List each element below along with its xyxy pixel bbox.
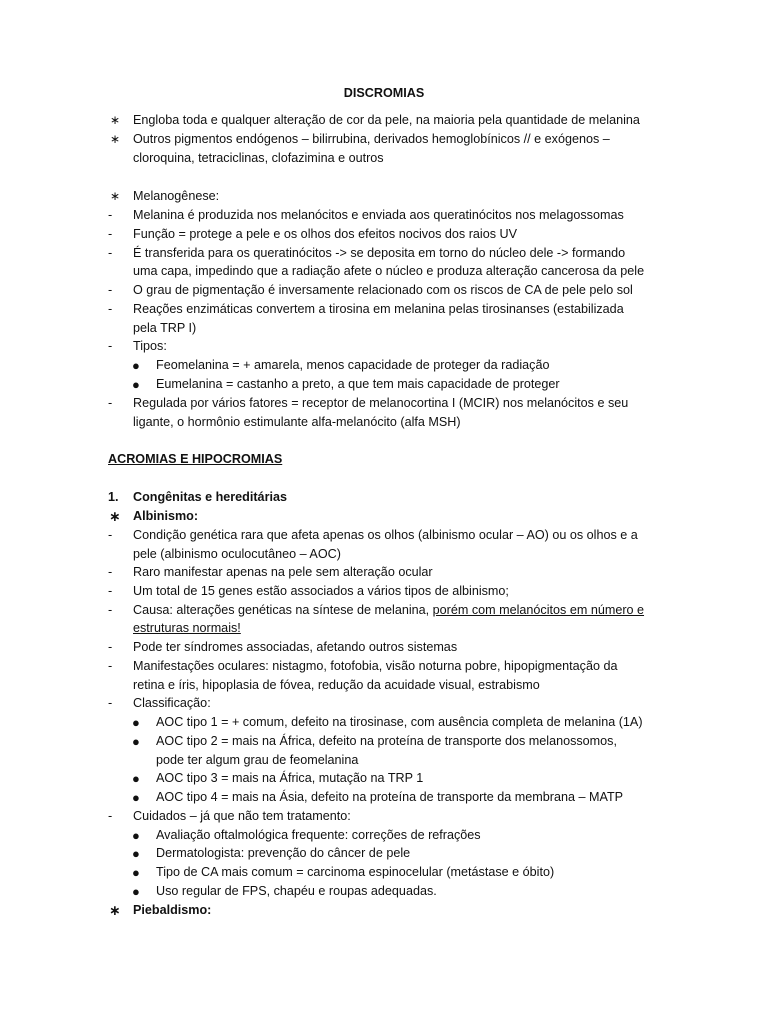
list-item — [0, 394, 768, 413]
sub-list-item — [0, 732, 768, 751]
sub-list-item-continuation — [0, 751, 768, 770]
sub-list-item — [0, 356, 768, 375]
list-item — [0, 111, 768, 130]
list-item-text: O grau de pigmentação é inversamente relacionado com os riscos de CA de pele pelo sol — [133, 283, 633, 297]
round-bullet-icon: ● — [132, 734, 140, 749]
list-item-text: pela TRP I) — [133, 321, 197, 335]
list-item — [0, 206, 768, 225]
round-bullet-icon: ● — [132, 358, 140, 373]
dash-bullet-icon: - — [108, 584, 113, 598]
round-bullet-icon: ● — [132, 865, 140, 880]
dash-bullet-icon: - — [108, 246, 113, 260]
list-item-text: Outros pigmentos endógenos – bilirrubina, derivados hemoglobínicos // e exógenos – — [133, 132, 610, 146]
sub-list-item — [0, 863, 768, 882]
star-bullet-icon: ∗ — [109, 508, 121, 524]
list-item-text: Função = protege a pele e os olhos dos efeitos nocivos dos raios UV — [133, 227, 517, 241]
round-bullet-icon: ● — [132, 771, 140, 786]
list-item — [0, 130, 768, 149]
list-item-text: Classificação: — [133, 696, 211, 710]
list-number: 1. — [108, 490, 119, 504]
dash-bullet-icon: - — [108, 696, 113, 710]
list-item — [0, 563, 768, 582]
star-bullet-icon: ∗ — [110, 189, 121, 203]
dash-bullet-icon: - — [108, 603, 113, 617]
list-item-text: Avaliação oftalmológica frequente: correções de refrações — [156, 828, 481, 842]
round-bullet-icon: ● — [132, 846, 140, 861]
list-item — [0, 507, 768, 526]
list-item-text: Tipos: — [133, 339, 167, 353]
list-item-text: Um total de 15 genes estão associados a vários tipos de albinismo; — [133, 584, 509, 598]
section-subheading: Albinismo: — [133, 509, 199, 523]
list-item-continuation — [0, 545, 768, 564]
dash-bullet-icon: - — [108, 659, 113, 673]
list-item-text: AOC tipo 4 = mais na Ásia, defeito na proteína de transporte da membrana – MATP — [156, 790, 624, 804]
list-item — [0, 300, 768, 319]
round-bullet-icon: ● — [132, 884, 140, 899]
list-item-text: Feomelanina = + amarela, menos capacidade de proteger da radiação — [156, 358, 550, 372]
round-bullet-icon: ● — [132, 377, 140, 392]
dash-bullet-icon: - — [108, 208, 113, 222]
list-item — [0, 281, 768, 300]
round-bullet-icon: ● — [132, 790, 140, 805]
list-item — [0, 337, 768, 356]
underlined-emphasis: porém com melanócitos em número e — [432, 603, 645, 617]
list-item — [0, 807, 768, 826]
sub-list-item — [0, 882, 768, 901]
list-item-text: Tipo de CA mais comum = carcinoma espinocelular (metástase e óbito) — [156, 865, 555, 879]
list-item — [0, 657, 768, 676]
round-bullet-icon: ● — [132, 828, 140, 843]
dash-bullet-icon: - — [108, 339, 113, 353]
star-bullet-icon: ∗ — [109, 902, 121, 918]
list-item — [0, 901, 768, 920]
list-item-text — [133, 601, 644, 620]
sub-list-item — [0, 713, 768, 732]
list-item-text: pode ter algum grau de feomelanina — [156, 753, 359, 767]
list-item-continuation — [0, 149, 768, 168]
list-item-text: Cuidados – já que não tem tratamento: — [133, 809, 351, 823]
list-item-text: Dermatologista: prevenção do câncer de pele — [156, 846, 411, 860]
list-item-text: Pode ter síndromes associadas, afetando outros sistemas — [133, 640, 458, 654]
list-item-text: AOC tipo 2 = mais na África, defeito na proteína de transporte dos melanossomos, — [156, 734, 617, 748]
sub-list-item — [0, 826, 768, 845]
dash-bullet-icon: - — [108, 809, 113, 823]
list-item-continuation — [0, 262, 768, 281]
sub-list-item — [0, 788, 768, 807]
round-bullet-icon: ● — [132, 715, 140, 730]
star-bullet-icon: ∗ — [110, 113, 121, 127]
list-item — [0, 694, 768, 713]
list-item-text: Eumelanina = castanho a preto, a que tem mais capacidade de proteger — [156, 377, 560, 391]
cause-text: Causa: alterações genéticas na síntese de melanina, — [133, 603, 433, 617]
dash-bullet-icon: - — [108, 528, 113, 542]
list-item-text: cloroquina, tetraciclinas, clofazimina e outros — [133, 151, 384, 165]
list-item — [0, 638, 768, 657]
list-item-text: Manifestações oculares: nistagmo, fotofobia, visão noturna pobre, hipopigmentação da — [133, 659, 618, 673]
list-item-text: Engloba toda e qualquer alteração de cor da pele, na maioria pela quantidade de melanina — [133, 113, 640, 127]
list-item-text: ligante, o hormônio estimulante alfa-melanócito (alfa MSH) — [133, 415, 461, 429]
list-item-text: Raro manifestar apenas na pele sem alteração ocular — [133, 565, 433, 579]
list-item-continuation — [0, 413, 768, 432]
document-title: DISCROMIAS — [343, 86, 425, 100]
list-item-continuation — [0, 676, 768, 695]
sub-list-item — [0, 844, 768, 863]
dash-bullet-icon: - — [108, 565, 113, 579]
section-subheading: Piebaldismo: — [133, 903, 212, 917]
list-item-text: retina e íris, hipoplasia de fóvea, redução da acuidade visual, estrabismo — [133, 678, 540, 692]
list-item — [0, 244, 768, 263]
section-subheading: Melanogênese: — [133, 189, 220, 203]
star-bullet-icon: ∗ — [110, 132, 121, 146]
list-item — [0, 225, 768, 244]
list-item — [0, 582, 768, 601]
dash-bullet-icon: - — [108, 302, 113, 316]
underlined-emphasis: estruturas normais! — [133, 621, 241, 635]
dash-bullet-icon: - — [108, 283, 113, 297]
dash-bullet-icon: - — [108, 396, 113, 410]
numbered-item — [0, 488, 768, 507]
list-item-text: Melanina é produzida nos melanócitos e enviada aos queratinócitos nos melagossomas — [133, 208, 624, 222]
list-item-text: AOC tipo 3 = mais na África, mutação na TRP 1 — [156, 771, 424, 785]
list-item-continuation — [0, 319, 768, 338]
list-item-text: uma capa, impedindo que a radiação afete o núcleo e produza alteração cancerosa da pele — [133, 264, 645, 278]
list-item — [0, 187, 768, 206]
list-item — [0, 526, 768, 545]
list-item-continuation — [0, 619, 768, 638]
section-heading-row — [0, 450, 768, 469]
sub-list-item — [0, 769, 768, 788]
section-subheading: Congênitas e hereditárias — [133, 490, 287, 504]
list-item-text: Regulada por vários fatores = receptor de melanocortina I (MCIR) nos melanócitos e seu — [133, 396, 629, 410]
dash-bullet-icon: - — [108, 227, 113, 241]
section-heading: ACROMIAS E HIPOCROMIAS — [108, 452, 283, 466]
list-item-text: AOC tipo 1 = + comum, defeito na tirosinase, com ausência completa de melanina (1A) — [156, 715, 643, 729]
dash-bullet-icon: - — [108, 640, 113, 654]
sub-list-item — [0, 375, 768, 394]
list-item-text: Uso regular de FPS, chapéu e roupas adequadas. — [156, 884, 437, 898]
list-item-text: É transferida para os queratinócitos -> se deposita em torno do núcleo dele -> formando — [133, 246, 626, 260]
list-item-text: Reações enzimáticas convertem a tirosina em melanina pelas tirosinanses (estabilizada — [133, 302, 624, 316]
list-item-text: pele (albinismo oculocutâneo – AOC) — [133, 547, 341, 561]
list-item-text: Condição genética rara que afeta apenas os olhos (albinismo ocular – AO) ou os olhos e a — [133, 528, 638, 542]
list-item — [0, 601, 768, 620]
